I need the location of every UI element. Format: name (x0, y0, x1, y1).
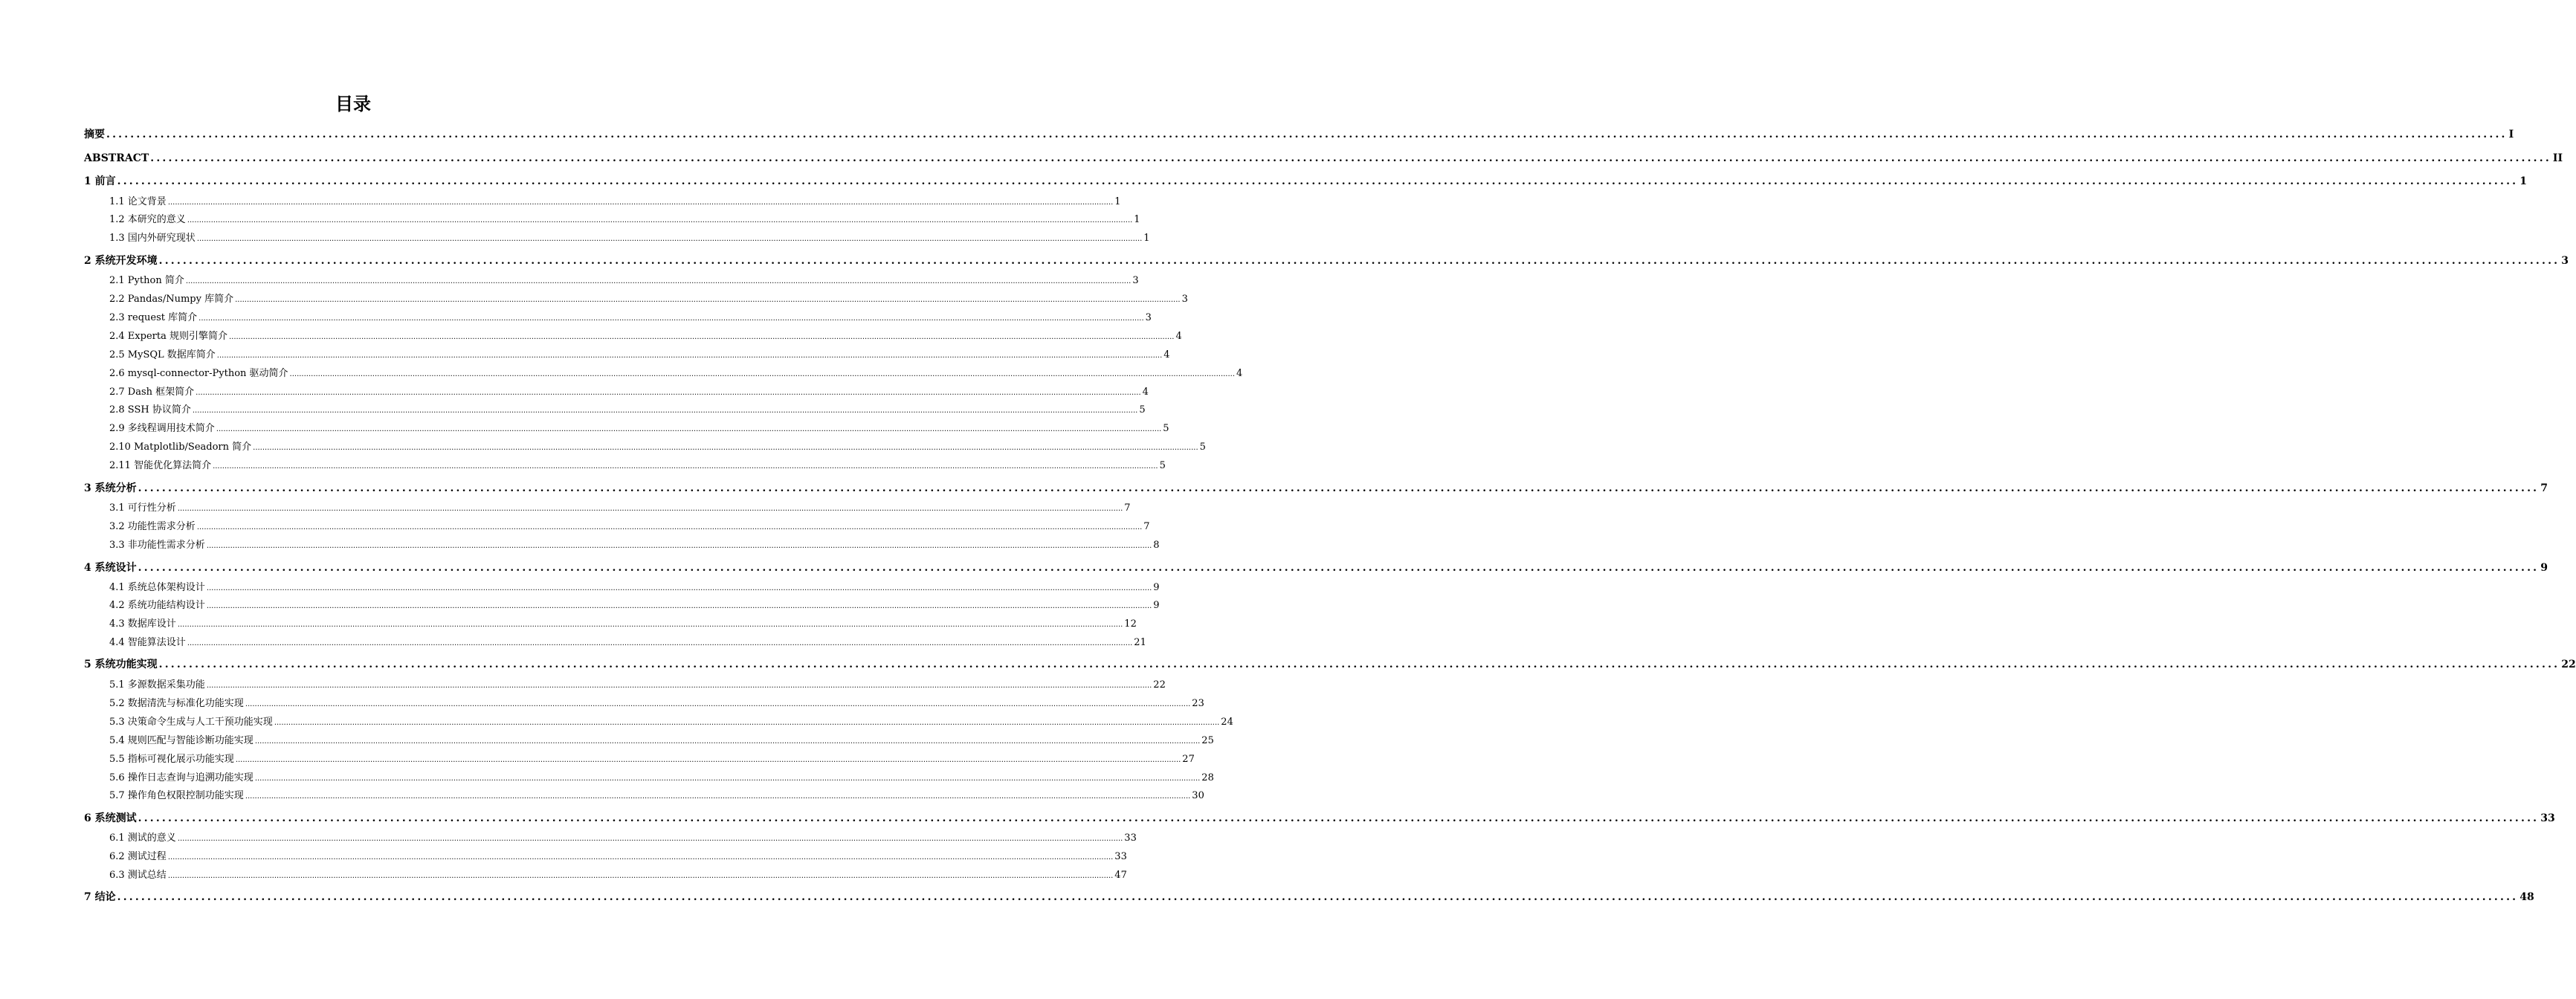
toc-entry-label: 7 结论 (84, 891, 116, 903)
toc-entry-label: ABSTRACT (84, 152, 149, 164)
toc-page-number: 3 (1132, 275, 1139, 286)
toc-dot-leader: ................................................................................................................................................................................................................................................................................................................................................................................................................ (196, 389, 1141, 397)
toc-entry-section[interactable] (109, 346, 1170, 364)
toc-entry-label: 4.4 智能算法设计 (109, 637, 186, 648)
toc-entry-section[interactable] (109, 328, 1182, 346)
toc-entry-section[interactable] (109, 211, 1140, 229)
toc-page-number: 12 (1124, 618, 1137, 630)
toc-dot-leader: ................................................................................................................................................................................................................................................................................................................................................................................................................ (254, 737, 1201, 746)
toc-entry-chapter[interactable] (84, 126, 2514, 143)
toc-entry-section[interactable] (109, 384, 1149, 401)
toc-entry-label: 2 系统开发环境 (84, 255, 158, 267)
toc-entry-label: 6.2 测试过程 (109, 851, 167, 862)
toc-page-number: 33 (2540, 812, 2555, 824)
toc-page-number: 25 (1201, 735, 1214, 746)
toc-dot-leader: ................................................................................................................................................................................................................................................................................................................................................................................................................ (213, 462, 1158, 471)
toc-dot-leader: ................................................................................................................................................................................................................................................................................................................................................................................................................ (192, 407, 1138, 415)
toc-entry-label: 1 前言 (84, 175, 116, 187)
toc-entry-section[interactable] (109, 309, 1152, 327)
toc-entry-label: 2.8 SSH 协议简介 (109, 404, 191, 416)
toc-dot-leader: ................................................................................................................................................................................................................................................................................................................................................................................................................ (177, 505, 1123, 513)
toc-entry-section[interactable] (109, 867, 1127, 885)
toc-dot-leader: ................................................................................................................................................................................................................................................................................................................................................................................................................ (289, 370, 1236, 378)
toc-entry-section[interactable] (109, 769, 1214, 787)
toc-entry-label: 2.10 Matplotlib/Seadorn 简介 (109, 442, 252, 453)
toc-dot-leader: ................................................................................................................................................................................................................................................................................................................................................................................................................ (245, 792, 1191, 801)
toc-dot-leader: ................................................................................................................................................................................................................................................................................................................................................................................................................ (167, 853, 1114, 861)
toc-entry-chapter[interactable] (84, 559, 2548, 577)
toc-entry-chapter[interactable] (84, 809, 2555, 827)
toc-dot-leader: ................................................................................................................................................................................................................................................................................................................................................................................................................ (187, 216, 1133, 224)
toc-entry-section[interactable] (109, 291, 1188, 308)
toc-entry-section[interactable] (109, 537, 1160, 555)
toc-page-number: 21 (1134, 637, 1146, 648)
toc-entry-section[interactable] (109, 714, 1233, 731)
toc-dot-leader: ................................................................................................................................................................................................................................................................................................................................................................................................................ (274, 719, 1220, 727)
toc-entry-label: 4.2 系统功能结构设计 (109, 600, 205, 611)
toc-entry-label: 6 系统测试 (84, 812, 137, 824)
toc-entry-label: 5.1 多源数据采集功能 (109, 679, 205, 691)
page-title: 目录 (335, 94, 371, 114)
toc-entry-section[interactable] (109, 787, 1204, 805)
toc-page-number: 5 (1163, 423, 1169, 434)
toc-dot-leader: ................................................................................................................................................................................................................................................................................................................................................................................................................ (198, 314, 1144, 323)
toc-page-number: 23 (1192, 698, 1204, 709)
toc-entry-label: 6.3 测试总结 (109, 870, 167, 881)
toc-entry-label: 5.7 操作角色权限控制功能实现 (109, 790, 244, 801)
toc-page-number: 30 (1192, 790, 1204, 801)
toc-page-number: 9 (1153, 600, 1160, 611)
toc-dot-leader: ................................................................................................................................................................................................................................................................................................................................................................................................................ (167, 872, 1114, 880)
toc-entry-label: 2.1 Python 简介 (109, 275, 184, 286)
toc-entry-section[interactable] (109, 579, 1160, 597)
toc-entry-chapter[interactable] (84, 172, 2527, 190)
toc-entry-label: 2.9 多线程调用技术简介 (109, 423, 215, 434)
toc-page-number: 3 (1181, 294, 1188, 305)
toc-entry-section[interactable] (109, 634, 1146, 652)
toc-entry-label: 2.6 mysql-connector-Python 驱动简介 (109, 368, 288, 379)
toc-dot-leader: ................................................................................................................................................................................................................................................................................................................................................................................................................ (138, 482, 2540, 494)
toc-entry-label: 3.2 功能性需求分析 (109, 521, 196, 532)
toc-entry-label: 2.7 Dash 框架简介 (109, 387, 195, 398)
toc-dot-leader: ................................................................................................................................................................................................................................................................................................................................................................................................................ (150, 152, 2551, 164)
toc-page-number: 5 (1199, 442, 1206, 453)
toc-dot-leader: ................................................................................................................................................................................................................................................................................................................................................................................................................ (206, 584, 1152, 592)
toc-page-number: 4 (1163, 349, 1170, 361)
toc-dot-leader: ................................................................................................................................................................................................................................................................................................................................................................................................................ (117, 175, 2519, 187)
toc-page-number: 22 (2561, 659, 2576, 670)
toc-entry-chapter[interactable] (84, 149, 2563, 167)
toc-page-number: 7 (2540, 482, 2548, 494)
toc-entry-section[interactable] (109, 676, 1166, 694)
toc-entry-label: 2.4 Experta 规则引擎简介 (109, 331, 227, 342)
toc-entry-section[interactable] (109, 500, 1131, 517)
toc-page-number: 7 (1143, 521, 1150, 532)
toc-page-number: 9 (1153, 582, 1160, 593)
toc-entry-section[interactable] (109, 420, 1169, 438)
toc-entry-label: 1.3 国内外研究现状 (109, 233, 196, 244)
toc-page-number: 47 (1114, 870, 1127, 881)
toc-page-number: 7 (1124, 502, 1131, 514)
toc-page-number: 9 (2540, 562, 2548, 574)
toc-entry-section[interactable] (109, 439, 1206, 456)
toc-page-number: 24 (1221, 717, 1233, 728)
toc-dot-leader: ................................................................................................................................................................................................................................................................................................................................................................................................................ (235, 756, 1181, 764)
toc-page-number: 33 (1124, 832, 1137, 844)
toc-entry-section[interactable] (109, 193, 1121, 211)
toc-dot-leader: ................................................................................................................................................................................................................................................................................................................................................................................................................ (117, 891, 2519, 903)
toc-entry-label: 4.1 系统总体架构设计 (109, 582, 205, 593)
toc-entry-section[interactable] (109, 457, 1166, 475)
toc-page-number: 1 (1134, 214, 1140, 225)
toc-dot-leader: ................................................................................................................................................................................................................................................................................................................................................................................................................ (177, 621, 1123, 629)
toc-page-number: 3 (1145, 312, 1152, 323)
toc-dot-leader: ................................................................................................................................................................................................................................................................................................................................................................................................................ (228, 333, 1175, 341)
toc-dot-leader: ................................................................................................................................................................................................................................................................................................................................................................................................................ (158, 659, 2560, 670)
toc-dot-leader: ................................................................................................................................................................................................................................................................................................................................................................................................................ (245, 700, 1191, 708)
toc-entry-section[interactable] (109, 615, 1137, 633)
toc-page-number: 4 (1236, 368, 1243, 379)
toc-entry-label: 4 系统设计 (84, 562, 137, 574)
toc-entry-label: 5.5 指标可视化展示功能实现 (109, 754, 234, 765)
toc-entry-chapter[interactable] (84, 479, 2548, 497)
toc-entry-section[interactable] (109, 830, 1137, 847)
toc-dot-leader: ................................................................................................................................................................................................................................................................................................................................................................................................................ (187, 639, 1133, 647)
toc-entry-label: 2.2 Pandas/Numpy 库简介 (109, 294, 234, 305)
toc-dot-leader: ................................................................................................................................................................................................................................................................................................................................................................................................................ (253, 444, 1198, 452)
toc-entry-label: 3.1 可行性分析 (109, 502, 176, 514)
toc-entry-section[interactable] (109, 695, 1204, 713)
toc-entry-section[interactable] (109, 597, 1160, 615)
toc-entry-label: 2.3 request 库简介 (109, 312, 198, 323)
toc-entry-label: 4.3 数据库设计 (109, 618, 176, 630)
toc-dot-leader: ................................................................................................................................................................................................................................................................................................................................................................................................................ (206, 602, 1152, 610)
toc-dot-leader: ................................................................................................................................................................................................................................................................................................................................................................................................................ (138, 812, 2540, 824)
toc-dot-leader: ................................................................................................................................................................................................................................................................................................................................................................................................................ (185, 277, 1132, 285)
toc-entry-label: 6.1 测试的意义 (109, 832, 176, 844)
toc-dot-leader: ................................................................................................................................................................................................................................................................................................................................................................................................................ (177, 835, 1123, 843)
toc-dot-leader: ................................................................................................................................................................................................................................................................................................................................................................................................................ (196, 523, 1143, 531)
toc-page-number: 1 (1114, 196, 1121, 207)
toc-page-number: 4 (1142, 387, 1149, 398)
toc-page-number: 22 (1153, 679, 1166, 691)
toc-dot-leader: ................................................................................................................................................................................................................................................................................................................................................................................................................ (206, 542, 1152, 550)
toc-dot-leader: ................................................................................................................................................................................................................................................................................................................................................................................................................ (254, 775, 1201, 783)
toc-page-number: 8 (1153, 540, 1160, 551)
toc-dot-leader: ................................................................................................................................................................................................................................................................................................................................................................................................................ (196, 235, 1143, 243)
toc-dot-leader: ................................................................................................................................................................................................................................................................................................................................................................................................................ (106, 129, 2508, 140)
toc-entry-label: 5.4 规则匹配与智能诊断功能实现 (109, 735, 254, 746)
toc-entry-label: 5.6 操作日志查询与追溯功能实现 (109, 772, 254, 783)
toc-dot-leader: ................................................................................................................................................................................................................................................................................................................................................................................................................ (138, 562, 2540, 574)
toc-dot-leader: ................................................................................................................................................................................................................................................................................................................................................................................................................ (158, 255, 2560, 267)
toc-page-number: 1 (1143, 233, 1150, 244)
toc-entry-chapter[interactable] (84, 656, 2576, 673)
toc-entry-label: 摘要 (84, 129, 105, 140)
toc-dot-leader: ................................................................................................................................................................................................................................................................................................................................................................................................................ (216, 352, 1163, 360)
toc-dot-leader: ................................................................................................................................................................................................................................................................................................................................................................................................................ (216, 425, 1162, 433)
toc-entry-section[interactable] (109, 751, 1195, 769)
toc-page-number: 28 (1201, 772, 1214, 783)
toc-entry-section[interactable] (109, 518, 1150, 536)
toc-entry-label: 5 系统功能实现 (84, 659, 158, 670)
toc-entry-section[interactable] (109, 401, 1146, 419)
toc-entry-label: 5.3 决策命令生成与人工干预功能实现 (109, 717, 273, 728)
toc-page-number: I (2508, 129, 2514, 140)
toc-page-number: 33 (1114, 851, 1127, 862)
toc-entry-chapter[interactable] (84, 252, 2569, 270)
toc-page-number: 1 (2519, 175, 2527, 187)
toc-entry-label: 3 系统分析 (84, 482, 137, 494)
toc-entry-section[interactable] (109, 732, 1214, 750)
toc-entry-chapter[interactable] (84, 888, 2534, 906)
toc-entry-section[interactable] (109, 230, 1150, 248)
toc-entry-label: 1.1 论文背景 (109, 196, 167, 207)
toc-entry-section[interactable] (109, 848, 1127, 866)
toc-page-number: 27 (1182, 754, 1195, 765)
toc-dot-leader: ................................................................................................................................................................................................................................................................................................................................................................................................................ (167, 198, 1114, 207)
toc-entry-label: 1.2 本研究的意义 (109, 214, 186, 225)
toc-entry-label: 3.3 非功能性需求分析 (109, 540, 205, 551)
toc-entry-label: 2.5 MySQL 数据库简介 (109, 349, 216, 361)
toc-page-number: 5 (1139, 404, 1146, 416)
toc-page-number: II (2552, 152, 2563, 164)
toc-page-number: 4 (1175, 331, 1182, 342)
toc-entry-label: 5.2 数据清洗与标准化功能实现 (109, 698, 244, 709)
toc-entry-label: 2.11 智能优化算法简介 (109, 460, 212, 471)
toc-dot-leader: ................................................................................................................................................................................................................................................................................................................................................................................................................ (235, 296, 1181, 304)
toc-entry-section[interactable] (109, 365, 1243, 383)
toc-dot-leader: ................................................................................................................................................................................................................................................................................................................................................................................................................ (206, 682, 1152, 690)
toc-entry-section[interactable] (109, 272, 1139, 290)
toc-page-number: 5 (1159, 460, 1166, 471)
toc-page-number: 3 (2561, 255, 2569, 267)
toc-page-number: 48 (2519, 891, 2534, 903)
